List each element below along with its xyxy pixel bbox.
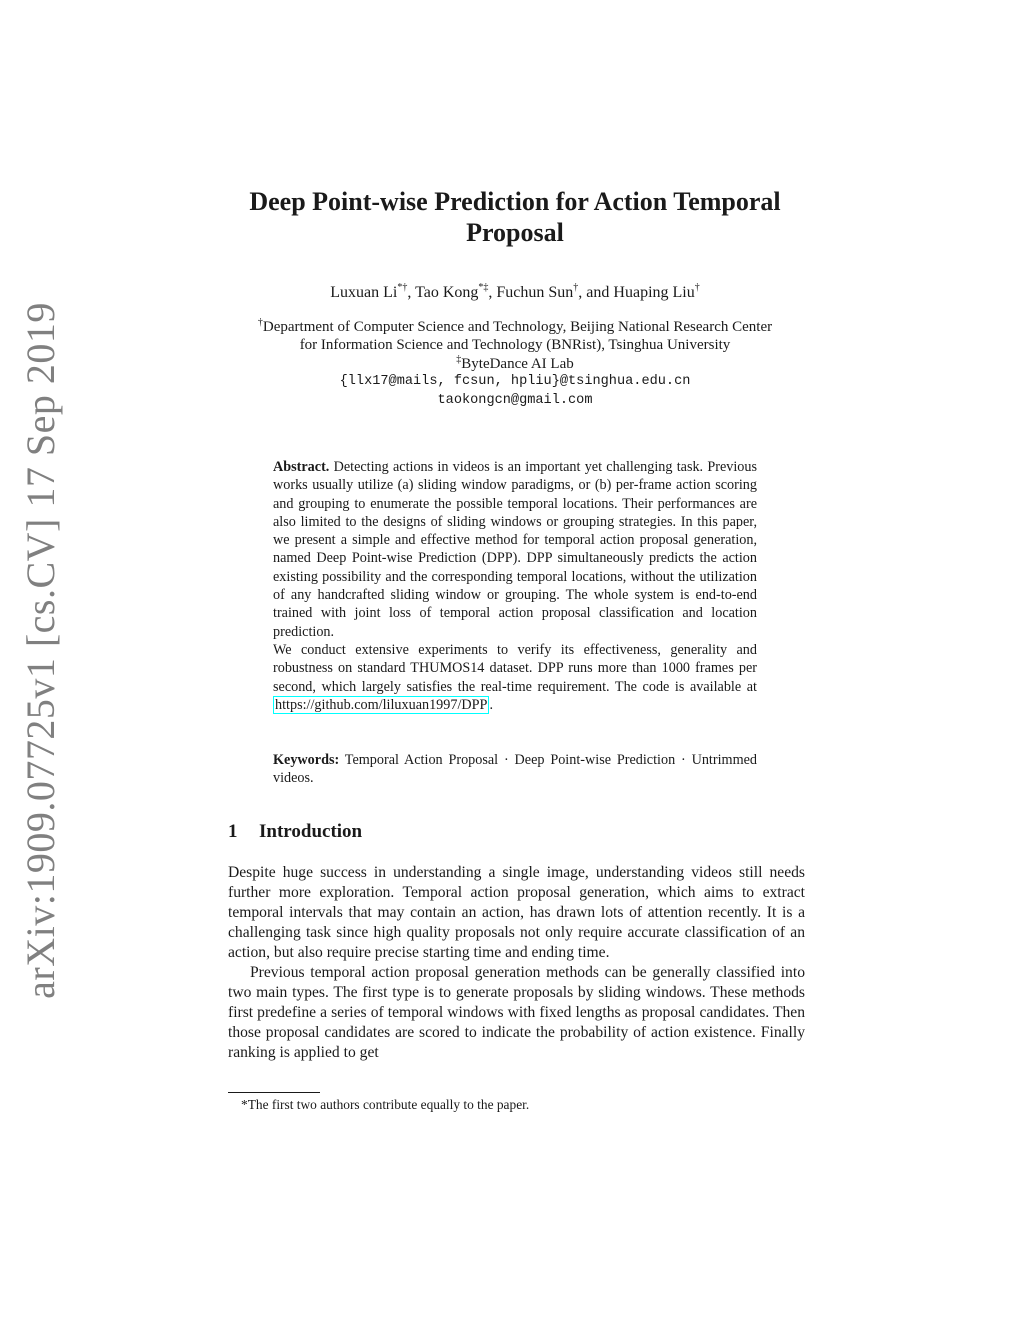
author-name: Fuchun Sun [496,284,574,301]
section-number: 1 [228,821,238,842]
author-marks: *† [397,282,408,293]
abstract-para1: Abstract. Detecting actions in videos is an important yet challenging task. Previous works usually utilize (a) sliding window paradigms, or (b) per-frame action scoring and grouping to enumerate the possible temporal locations. Their performances are also limited to the designs of sliding windows or grouping strategies. In this paper, we present a simple and effective method for temporal action proposal generation, named Deep Point-wise Prediction (DPP). DPP simultaneously predicts the action existing possibility and the corresponding temporal locations, without the utilization of any handcrafted sliding window or grouping. The whole system is end-to-end trained with joint loss of temporal action proposal classification and location prediction. [273,459,757,640]
affiliation-dept-line2: for Information Science and Technology (BNRist), Tsinghua University [299,337,731,354]
footnote-text: The first two authors contribute equally to the paper. [247,1097,530,1112]
email-gmail: taokongcn@gmail.com [437,392,593,408]
author-name: Huaping Liu [613,284,695,301]
paper-title: Deep Point-wise Prediction for Action Temporal Proposal [249,187,781,247]
footnote [241,1096,529,1113]
footnote-mark: * [241,1097,248,1112]
code-link[interactable]: https://github.com/liluxuan1997/DPP [275,696,488,713]
footnote-rule [228,1092,320,1093]
email-tsinghua: {llx17@mails, fcsun, hpliu}@tsinghua.edu.cn [339,374,691,390]
author-marks: † [694,282,700,293]
section-title: Introduction [259,821,363,842]
abstract [273,458,757,714]
keywords-label: Keywords: [273,752,340,768]
keywords [273,751,757,788]
body-paragraph: Previous temporal action proposal generation methods can be generally classified into two main types. The first type is to generate proposals by sliding windows. These methods first predefine a series of temporal windows with fixed lengths as proposal candidates. Then those proposal candidates are scored to indicate the probability of action existence. Finally ranking is applied to get [228,964,805,1061]
author-name: Tao Kong [415,284,479,301]
author-name: Luxuan Li [330,284,398,301]
arxiv-stamp-text: arXiv:1909.07725v1 [cs.CV] 17 Sep 2019 [17,301,63,999]
author-marks: *‡ [478,282,489,293]
section-heading [228,820,362,844]
section-body [228,863,805,1063]
affiliation-dept-line1: †Department of Computer Science and Technology, Beijing National Research Center [257,317,773,335]
affiliations [200,318,830,410]
author-marks: † [573,282,579,293]
keywords-text: Temporal Action Proposal · Deep Point-wise Prediction · Untrimmed videos. [273,752,757,787]
author-list: Luxuan Li*†, Tao Kong*‡, Fuchun Sun†, and Huaping Liu† [330,282,700,301]
affiliation-lab: ‡ByteDance AI Lab [456,353,574,372]
arxiv-stamp [10,301,70,999]
body-paragraph: Despite huge success in understanding a single image, understanding videos still needs further more exploration. Temporal action proposal generation, which aims to extract temporal intervals that may contain an action, has drawn lots of attention recently. It is a challenging task since high quality proposals not only require accurate classification of an action, but also require precise starting time and ending time. [228,864,805,961]
abstract-para2: We conduct extensive experiments to verify its effectiveness, generality and robustness on standard THUMOS14 dataset. DPP runs more than 1000 frames per second, which largely satisfies the real-time requirement. The code is available at https://github.com/liluxuan1997/DPP . [273,641,757,713]
abstract-label: Abstract. [273,459,330,475]
